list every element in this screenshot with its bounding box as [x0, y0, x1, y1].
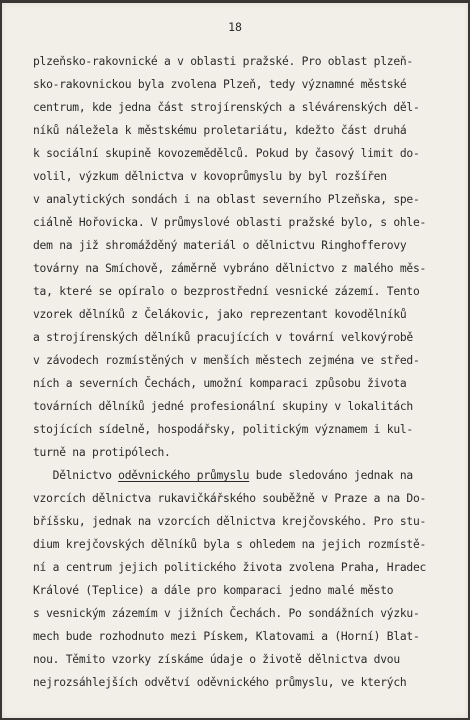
page-number: 18	[228, 20, 242, 34]
text-line: ciálně Hořovicka. V průmyslové oblasti pražské bylo, s ohle-	[33, 216, 427, 229]
text-line: dem na již shromážděný materiál o dělnictvu Ringhofferovy	[33, 239, 407, 252]
text-line: turně na protipólech.	[33, 446, 171, 459]
text-line: Králové (Teplice) a dále pro komparaci jedno malé město	[33, 584, 394, 597]
text-line: sko-rakovnickou byla zvolena Plzeň, tedy významné městské	[33, 78, 407, 91]
text-line: stojících sídelně, hospodářsky, politickým významem i kul-	[33, 423, 413, 436]
text-line: dium krejčovských dělníků byla s ohledem na jejich rozmístě-	[33, 538, 427, 551]
text-line: k sociální skupině kovozemědělců. Pokud by časový limit do-	[33, 147, 420, 160]
text-line: v analytických sondách i na oblast severního Plzeňska, spe-	[33, 193, 420, 206]
text-line: vzorek dělníků z Čelákovic, jako reprezentant kovodělníků	[33, 308, 407, 321]
text-line: níků náležela k městskému proletariátu, kdežto část druhá	[33, 124, 407, 137]
text-line: s vesnickým zázemím v jižních Čechách. Po sondážních výzku-	[33, 607, 420, 620]
text-line: ních a severních Čechách, umožní komparaci způsobu života	[33, 377, 407, 390]
text-line: a strojírenských dělníků pracujících v tovární velkovýrobě	[33, 331, 413, 344]
paragraph-opening-rest: bude sledováno jednak na	[249, 469, 413, 482]
paper-sheet	[2, 3, 468, 718]
text-line: volil, výzkum dělnictva v kovoprůmyslu by byl rozšířen	[33, 170, 387, 183]
text-line: nejrozsáhlejších odvětví oděvnického průmyslu, ve kterých	[33, 676, 407, 689]
text-line: mech bude rozhodnuto mezi Pískem, Klatovami a (Horní) Blat-	[33, 630, 420, 643]
text-line-paragraph-start	[33, 469, 413, 482]
underlined-term: oděvnického průmyslu	[118, 469, 250, 482]
paragraph-opening: Dělnictvo	[33, 469, 119, 482]
text-line: továrních dělníků jedné profesionální skupiny v lokalitách	[33, 400, 413, 413]
text-line: vzorcích dělnictva rukavičkářského souběžně v Praze a na Do-	[33, 492, 427, 505]
text-line: ta, které se opíralo o bezprostřední vesnické zázemí. Tento	[33, 285, 420, 298]
text-line: plzeňsko-rakovnické a v oblasti pražské. Pro oblast plzeň-	[33, 55, 413, 68]
text-line: v závodech rozmístěných v menších městech zejména ve střed-	[33, 354, 420, 367]
text-line: ní a centrum jejich politického života zvolena Praha, Hradec	[33, 561, 427, 574]
text-line: továrny na Smíchově, záměrně vybráno dělnictvo z malého měs-	[33, 262, 427, 275]
text-line: centrum, kde jedna část strojírenských a slévárenských děl-	[33, 101, 420, 114]
text-line: bříšsku, jednak na vzorcích dělnictva krejčovského. Pro stu-	[33, 515, 427, 528]
text-line: nou. Těmito vzorky získáme údaje o životě dělnictva dvou	[33, 653, 400, 666]
